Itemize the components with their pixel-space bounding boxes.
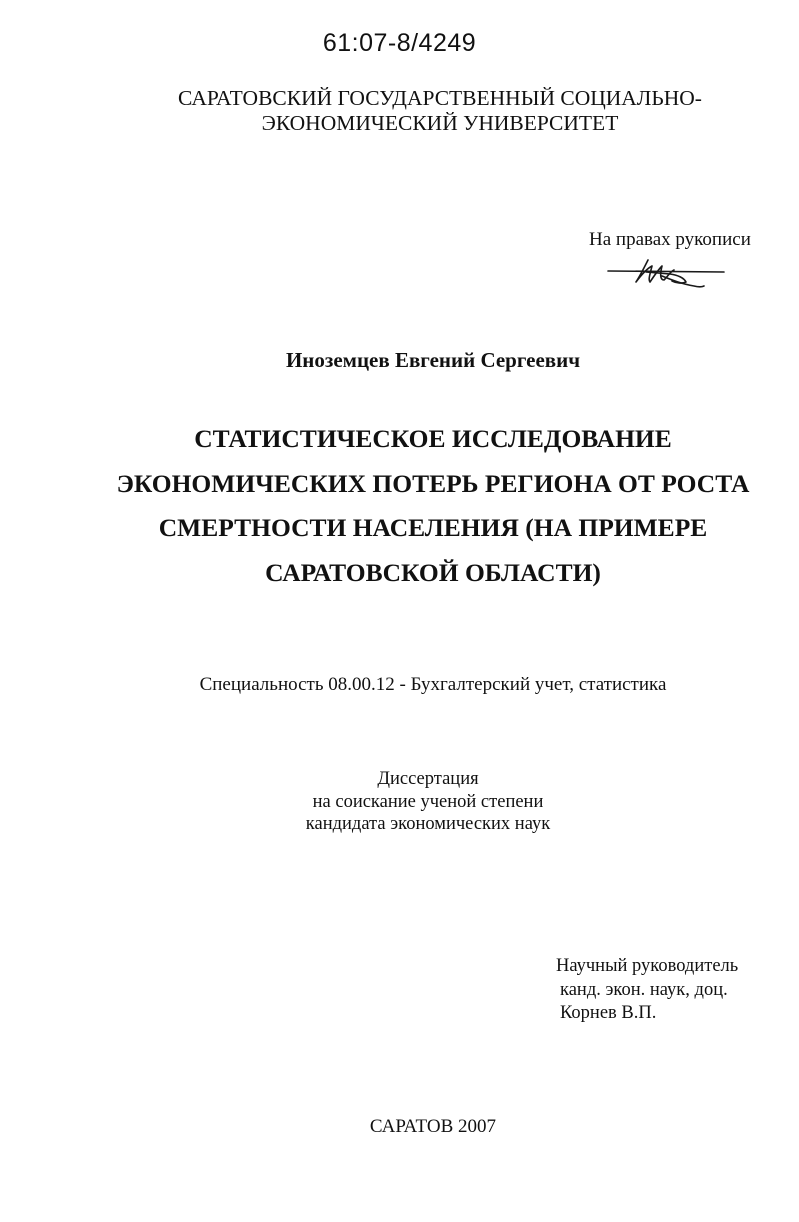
university-name	[0, 86, 799, 136]
supervisor-line-2: канд. экон. наук, доц.	[560, 979, 728, 1000]
dissertation-title	[0, 417, 799, 595]
specialty: Специальность 08.00.12 - Бухгалтерский учет, статистика	[199, 674, 667, 695]
signature-image	[606, 256, 728, 296]
rights-note: На правах рукописи	[589, 229, 751, 250]
catalog-number: 61:07-8/4249	[322, 29, 477, 57]
title-line-3: СМЕРТНОСТИ НАСЕЛЕНИЯ (НА ПРИМЕРЕ	[158, 513, 708, 542]
degree-line-2: на соискание ученой степени	[312, 791, 544, 812]
city-year: САРАТОВ 2007	[369, 1116, 497, 1137]
university-line-2: ЭКОНОМИЧЕСКИЙ УНИВЕРСИТЕТ	[261, 111, 619, 135]
degree-statement	[0, 768, 799, 836]
title-line-2: ЭКОНОМИЧЕСКИХ ПОТЕРЬ РЕГИОНА ОТ РОСТА	[116, 468, 750, 498]
author-name: Иноземцев Евгений Сергеевич	[285, 348, 581, 372]
title-line-1: СТАТИСТИЧЕСКОЕ ИССЛЕДОВАНИЕ	[194, 424, 672, 453]
degree-line-1: Диссертация	[377, 769, 479, 789]
supervisor-line-3: Корнев В.П.	[560, 1003, 657, 1023]
title-line-4: САРАТОВСКОЙ ОБЛАСТИ)	[265, 557, 601, 587]
degree-line-3: кандидата экономических наук	[305, 814, 551, 834]
university-line-1: САРАТОВСКИЙ ГОСУДАРСТВЕННЫЙ СОЦИАЛЬНО-	[178, 86, 702, 110]
supervisor-line-1: Научный руководитель	[556, 956, 739, 976]
supervisor-block	[556, 955, 738, 1026]
